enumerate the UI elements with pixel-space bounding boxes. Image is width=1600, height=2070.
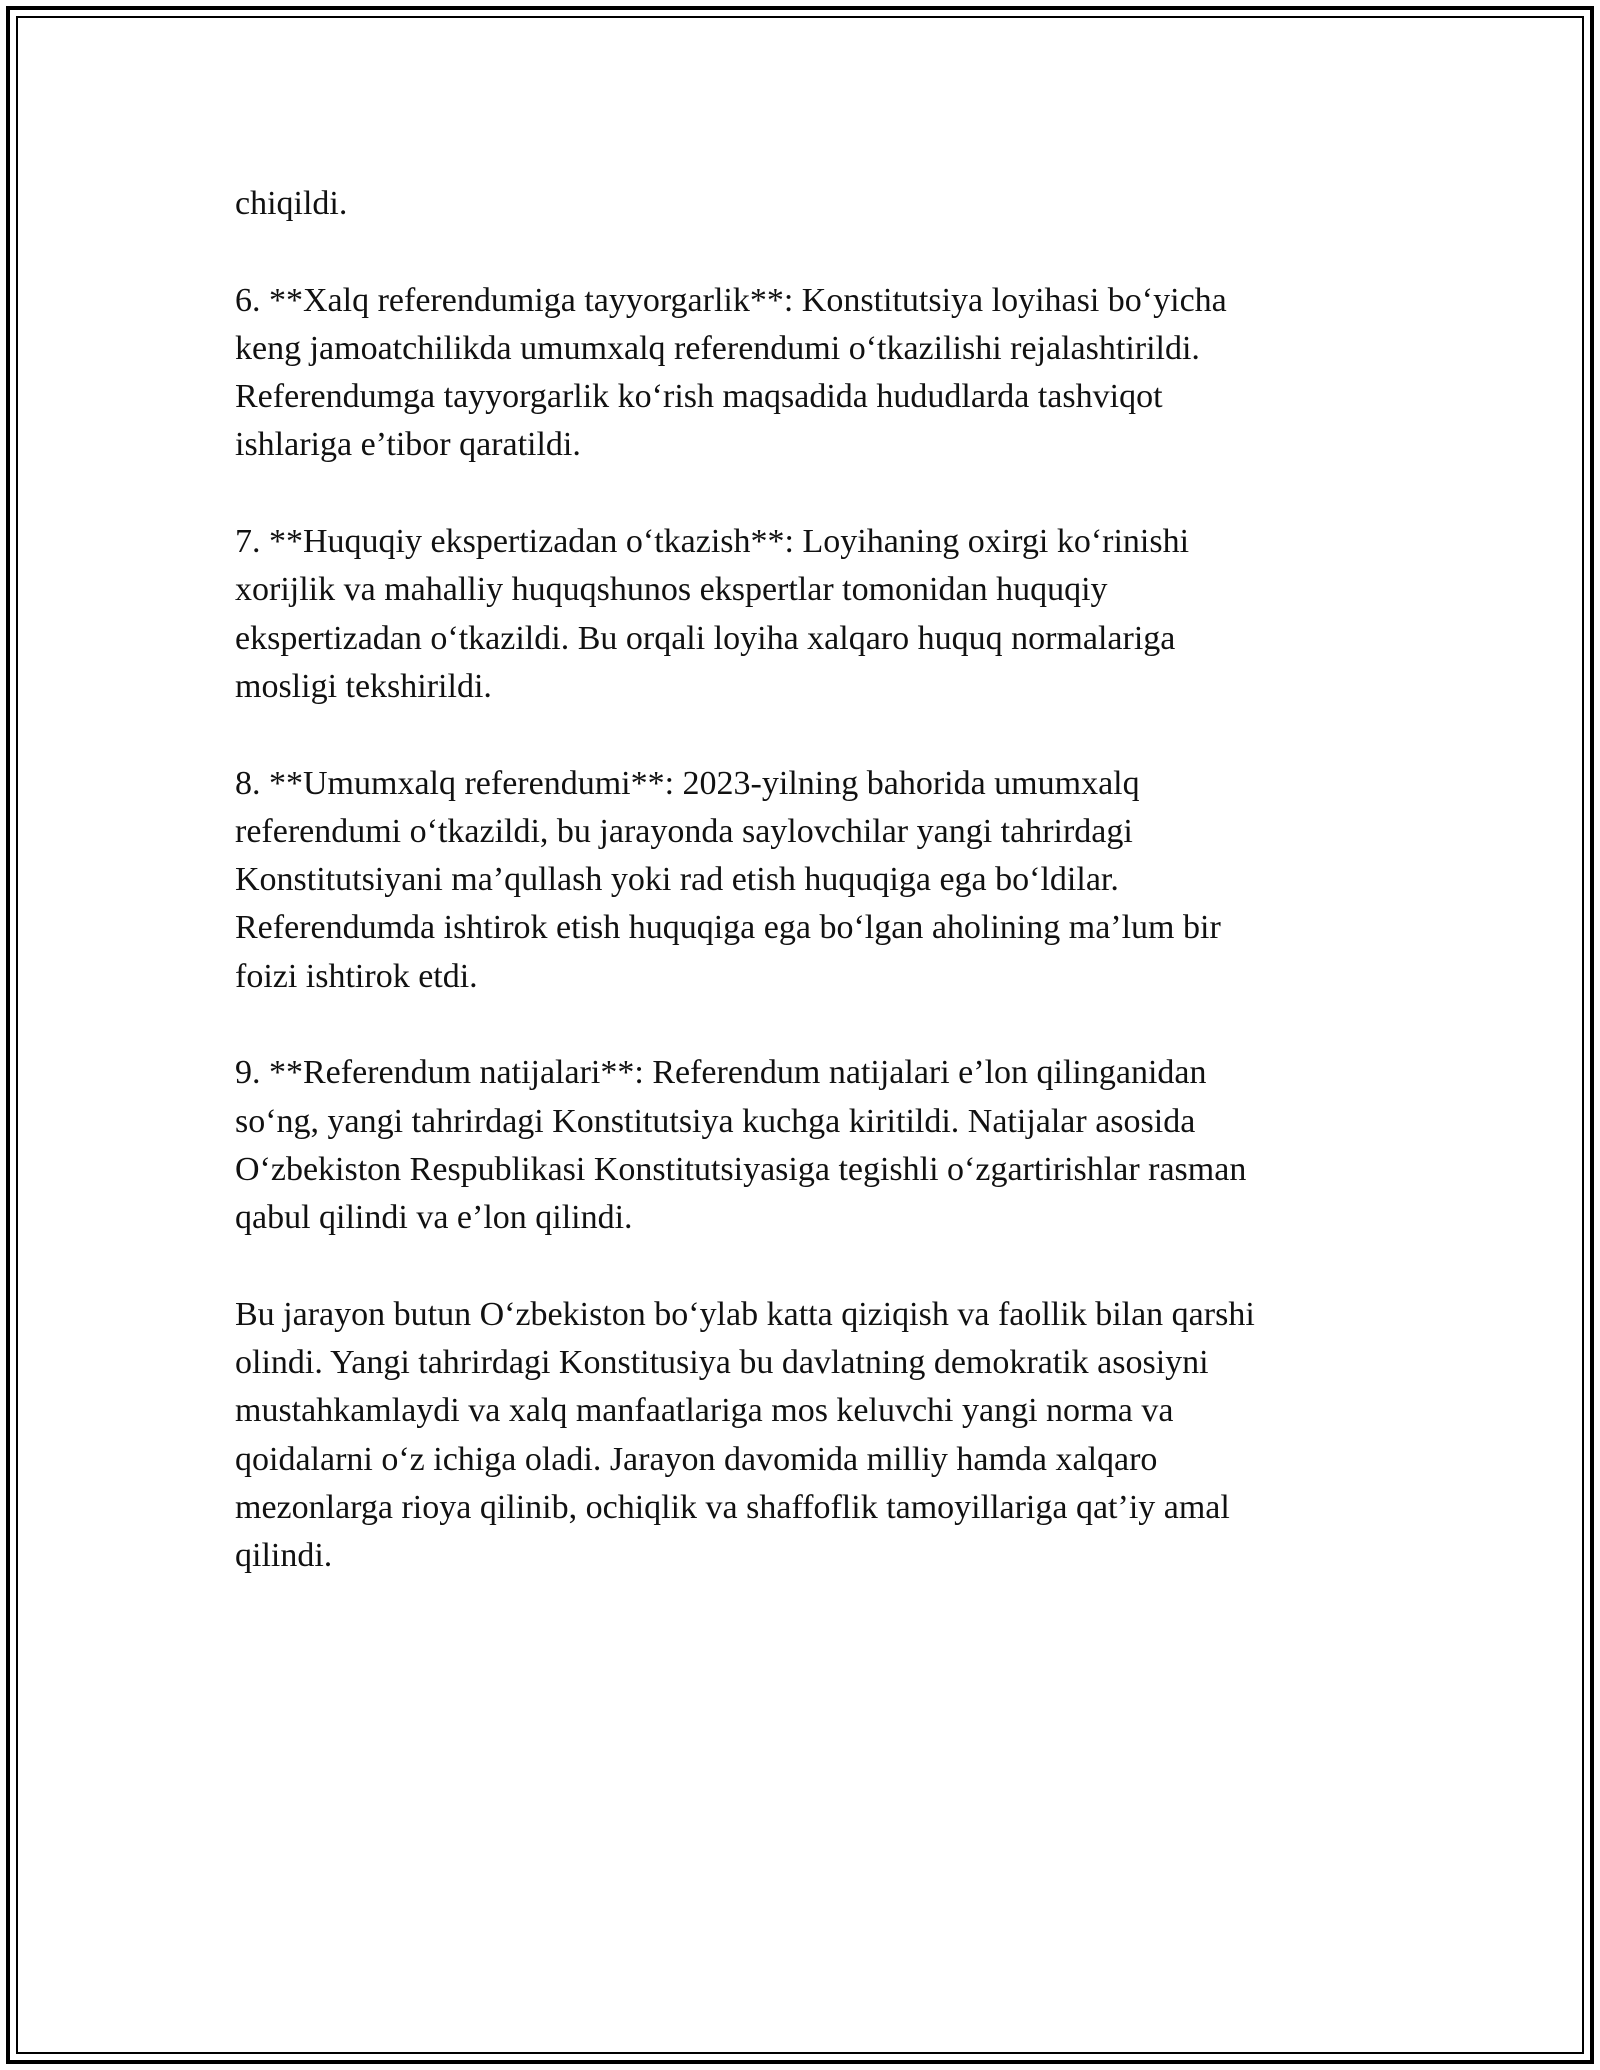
paragraph-step-8: 8. **Umumxalq referendumi**: 2023-yilning bahorida umumxalq referendumi o‘tkazildi, bu jarayonda saylovchilar yangi tahrirdagi Konstitutsiyani ma’qullash yoki rad etish huquqiga ega bo‘ldilar. Referendumda ishtirok etish huquqiga ega bo‘lgan aholining ma’lum bir foizi ishtirok etdi. (235, 764, 1221, 995)
paragraph-step-6: 6. **Xalq referendumiga tayyorgarlik**: Konstitutsiya loyihasi bo‘yicha keng jamoatchilikda umumxalq referendumi o‘tkazilishi rejalashtirildi. Referendumga tayyorgarlik ko‘rish maqsadida hududlarda tashviqot ishlariga e’tibor qaratildi. (235, 281, 1227, 464)
paragraph-step-9: 9. **Referendum natijalari**: Referendum natijalari e’lon qilinganidan so‘ng, yangi tahrirdagi Konstitutsiya kuchga kiritildi. Natijalar asosida O‘zbekiston Respublikasi Konstitutsiyasiga tegishli o‘zgartirishlar rasman qabul qilindi va e’lon qilindi. (235, 1054, 1247, 1237)
paragraph-continuation: chiqildi. (235, 185, 348, 222)
paragraph-step-7: 7. **Huquqiy ekspertizadan o‘tkazish**: Loyihaning oxirgi ko‘rinishi xorijlik va mahalliy huquqshunos ekspertlar tomonidan huquqiy ekspertizadan o‘tkazildi. Bu orqali loyiha xalqaro huquq normalariga mosligi tekshirildi. (235, 523, 1190, 705)
document-body (235, 180, 1365, 1629)
paragraph-conclusion: Bu jarayon butun O‘zbekiston bo‘ylab katta qiziqish va faollik bilan qarshi olindi. Yangi tahrirdagi Konstitusiya bu davlatning demokratik asosiyni mustahkamlaydi va xalq manfaatlariga mos keluvchi yangi norma va qoidalarni o‘z ichiga oladi. Jarayon davomida milliy hamda xalqaro mezonlarga rioya qilinib, ochiqlik va shaffoflik tamoyillariga qat’iy amal qilindi. (235, 1295, 1255, 1575)
